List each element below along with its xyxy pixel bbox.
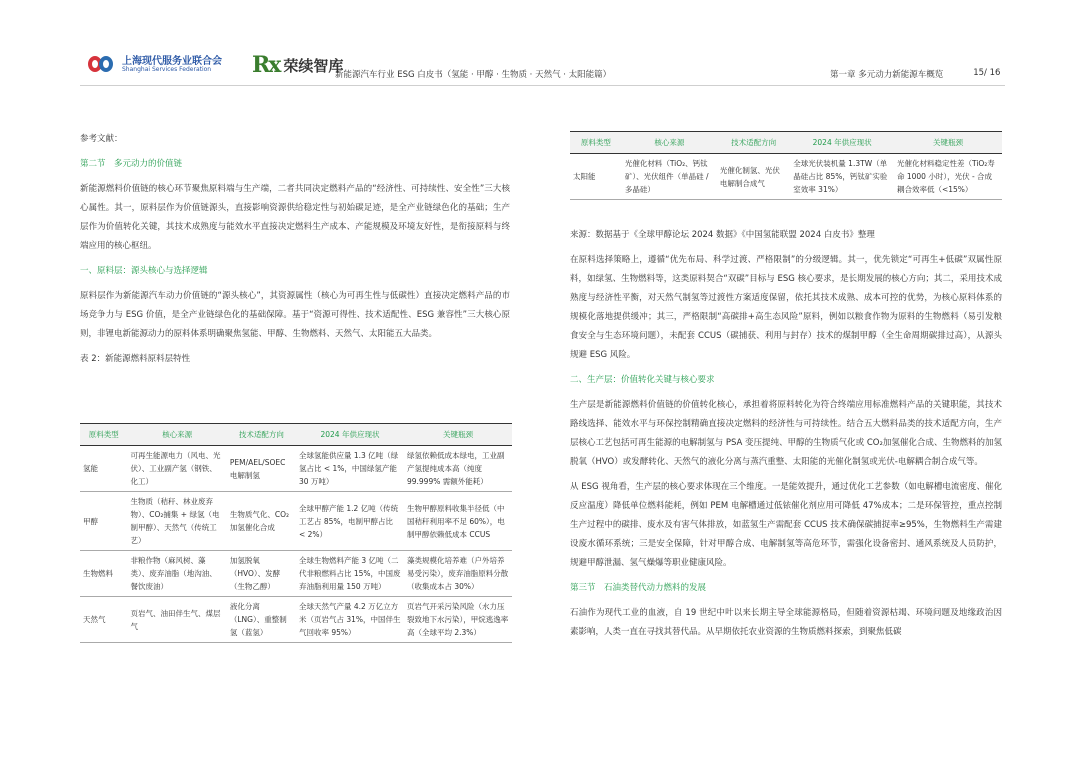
raw-material-table bbox=[80, 423, 512, 643]
table-cell: 全球甲醇产能 1.2 亿吨（传统工艺占 85%，电制甲醇占比 < 2%） bbox=[296, 492, 404, 551]
table-cell: 液化分离（LNG）、重整制氢（蓝氢） bbox=[227, 597, 296, 643]
table-cell: 生物燃料 bbox=[80, 551, 128, 597]
table-cell: 非粮作物（麻风树、藻类）、废弃油脂（地沟油、餐饮废油） bbox=[128, 551, 227, 597]
table-caption: 表 2：新能源燃料原料层特性 bbox=[80, 354, 191, 364]
paragraph: 原料层作为新能源汽车动力价值链的“源头核心”，其资源属性（核心为可再生性与低碳性）直接决定燃料产品的市场竞争力与 ESG 价值，是全产业链绿色化的基础保障。基于“资源可得性、技术适配性、ESG 兼容性”三大核心原则，非锂电新能源动力的原料体系明确聚焦氢能、甲醇、生物燃料、天然气、太阳能五大品类。 bbox=[80, 291, 510, 339]
column-header: 原料类型 bbox=[570, 132, 622, 154]
section-heading: 第三节 石油类替代动力燃料的发展 bbox=[570, 583, 707, 593]
column-header: 原料类型 bbox=[80, 424, 128, 446]
table-cell: 生物质（秸秆、林业废弃物）、CO₂捕集 + 绿氢（电制甲醇）、天然气（传统工艺） bbox=[128, 492, 227, 551]
right-column bbox=[570, 226, 1002, 642]
brand-logo bbox=[252, 52, 343, 78]
table-row bbox=[570, 154, 1002, 200]
column-header: 关键瓶颈 bbox=[894, 132, 1002, 154]
brand-mark-icon: Rx bbox=[252, 52, 280, 78]
paragraph: 新能源燃料价值链的核心环节聚焦原料端与生产端，二者共同决定燃料产品的“经济性、可持续性、安全性”三大核心属性。其一，原料层作为价值链源头，直接影响资源供给稳定性与初始碳足迹，是全产业链绿色化的基础；生产层作为价值转化关键，其技术成熟度与能效水平直接决定燃料生产成本、产能规模及环境友好性，是衔接原料与终端应用的核心枢纽。 bbox=[80, 184, 510, 251]
paragraph: 在原料选择策略上，遵循“优先布局、科学过渡、严格限制”的分级逻辑。其一，优先锁定“可再生+低碳”双属性原料，如绿氢、生物燃料等，这类原料契合“双碳”目标与 ESG 核心要求，是长期发展的核心方向；其二，采用技术成熟度与经济性平衡，对天然气制氢等过渡性方案适度保留，依托其技术成熟、成本可控的优势，为核心原料体系的规模化落地提供缓冲；其三，严格限制“高碳排+高生态风险”原料，例如以粮食作物为原料的生物燃料（易引发粮食安全与生态环境问题），未配套 CCUS（碳捕获、利用与封存）技术的煤制甲醇（全生命周期碳排过高），从源头规避 ESG 风险。 bbox=[570, 255, 1002, 360]
table-cell: 页岩气开采污染风险（水力压裂致地下水污染），甲烷逃逸率高（全球平均 2.3%） bbox=[404, 597, 512, 643]
paragraph: 石油作为现代工业的血液，自 19 世纪中叶以来长期主导全球能源格局，但随着资源枯竭、环境问题及地缘政治因素影响，人类一直在寻找其替代品。从早期依托农业资源的生物质燃料探索，到聚焦低碳 bbox=[570, 608, 1002, 637]
federation-logo-icon bbox=[88, 54, 116, 76]
table-header-row bbox=[570, 132, 1002, 154]
table-cell: 氢能 bbox=[80, 446, 128, 492]
left-column bbox=[80, 130, 510, 369]
header-divider bbox=[80, 85, 1005, 86]
table-cell: 生物质气化、CO₂加氢催化合成 bbox=[227, 492, 296, 551]
column-header: 技术适配方向 bbox=[227, 424, 296, 446]
brand-name: 荣续智库 bbox=[283, 56, 344, 75]
table-cell: 甲醇 bbox=[80, 492, 128, 551]
table-cell: 光催化材料稳定性差（TiO₂寿命 1000 小时），光伏 - 合成耦合效率低（<15%） bbox=[894, 154, 1002, 200]
table-cell: 可再生能源电力（风电、光伏）、工业副产氢（钢铁、化工） bbox=[128, 446, 227, 492]
column-header: 技术适配方向 bbox=[717, 132, 790, 154]
page-number: 15/ 16 bbox=[973, 68, 1001, 78]
column-header: 关键瓶颈 bbox=[404, 424, 512, 446]
table-cell: 页岩气、油田伴生气、煤层气 bbox=[128, 597, 227, 643]
paragraph: 生产层是新能源燃料价值链的价值转化核心，承担着将原料转化为符合终端应用标准燃料产品的关键职能，其技术路线选择、能效水平与环保控制精确直接决定燃料的经济性与可持续性。结合五大燃料品类的技术适配方向，生产层核心工艺包括可再生能源的电解制氢与 PSA 变压提纯、甲醇的生物质气化或 CO₂加氢催化合成、生物燃料的加氢脱氧（HVO）或发酵转化、天然气的液化分离与蒸汽重整、太阳能的光催化制氢或光伏-电解耦合制合成气等。 bbox=[570, 400, 1002, 467]
header-right bbox=[830, 68, 1000, 80]
table-cell: 绿氢依赖低成本绿电，工业副产氢提纯成本高（纯度 99.999% 需额外能耗） bbox=[404, 446, 512, 492]
section-heading: 第二节 多元动力的价值链 bbox=[80, 159, 183, 169]
federation-logo bbox=[88, 54, 222, 76]
table-cell: 全球天然气产量 4.2 万亿立方米（页岩气占 31%，中国伴生气回收率 95%） bbox=[296, 597, 404, 643]
table-cell: 天然气 bbox=[80, 597, 128, 643]
subsection-heading: 二、生产层：价值转化关键与核心要求 bbox=[570, 375, 715, 385]
table-cell: 太阳能 bbox=[570, 154, 622, 200]
table-cell: 全球光伏装机量 1.3TW（单晶硅占比 85%，钙钛矿实验室效率 31%） bbox=[790, 154, 894, 200]
table-row bbox=[80, 492, 512, 551]
chapter-title: 第一章 多元动力新能源车概览 bbox=[830, 70, 944, 80]
column-header: 2024 年供应现状 bbox=[790, 132, 894, 154]
raw-material-table-continued bbox=[570, 131, 1002, 200]
header-logos bbox=[88, 52, 343, 78]
table-cell: 全球氢能供应量 1.3 亿吨（绿氢占比 < 1%，中国绿氢产能 30 万吨） bbox=[296, 446, 404, 492]
table-cell: 光催化制氢、光伏电解制合成气 bbox=[717, 154, 790, 200]
table-cell: 全球生物燃料产能 3 亿吨（二代非粮燃料占比 15%，中国废弃油脂利用量 150 万吨） bbox=[296, 551, 404, 597]
document-title: 新能源汽车行业 ESG 白皮书（氢能 · 甲醇 · 生物质 · 天然气 · 太阳能篇） bbox=[335, 70, 612, 80]
federation-name: 上海现代服务业联合会 bbox=[122, 56, 222, 68]
subsection-heading: 一、原料层：源头核心与选择逻辑 bbox=[80, 266, 208, 276]
column-header: 核心来源 bbox=[622, 132, 717, 154]
references-label: 参考文献： bbox=[80, 134, 123, 144]
column-header: 2024 年供应现状 bbox=[296, 424, 404, 446]
table-header-row bbox=[80, 424, 512, 446]
federation-en: Shanghai Services Federation bbox=[122, 66, 212, 74]
paragraph: 从 ESG 视角看，生产层的核心要求体现在三个维度。一是能效提升，通过优化工艺参数（如电解槽电流密度、催化反应温度）降低单位燃料能耗，例如 PEM 电解槽通过低铱催化剂应用可降低 47%成本；二是环保管控，重点控制生产过程中的碳排、废水及有害气体排放，如蓝氢生产需配套 CCUS 技术确保碳捕捉率≥95%，生物燃料生产需建设废水循环系统；三是安全保障，针对甲醇合成、电解制氢等高危环节，需强化设备密封、通风系统及人员防护，规避甲醇泄漏、氢气燥爆等职业健康风险。 bbox=[570, 482, 1002, 568]
table-row bbox=[80, 551, 512, 597]
table-cell: 光催化材料（TiO₂、钙钛矿）、光伏组件（单晶硅 / 多晶硅） bbox=[622, 154, 717, 200]
table-cell: 藻类规模化培养难（户外培养易受污染），废弃油脂原料分散（收集成本占 30%） bbox=[404, 551, 512, 597]
table-source: 来源：数据基于《全球甲醇论坛 2024 数据》《中国氢能联盟 2024 白皮书》整理 bbox=[570, 230, 875, 240]
table-cell: PEM/AEL/SOEC 电解制氢 bbox=[227, 446, 296, 492]
table-row bbox=[80, 597, 512, 643]
column-header: 核心来源 bbox=[128, 424, 227, 446]
table-cell: 生物甲醇原料收集半径低（中国秸秆利用率不足 60%），电制甲醇依赖低成本 CCUS bbox=[404, 492, 512, 551]
table-row bbox=[80, 446, 512, 492]
table-cell: 加氢脱氧（HVO）、发酵（生物乙醇） bbox=[227, 551, 296, 597]
